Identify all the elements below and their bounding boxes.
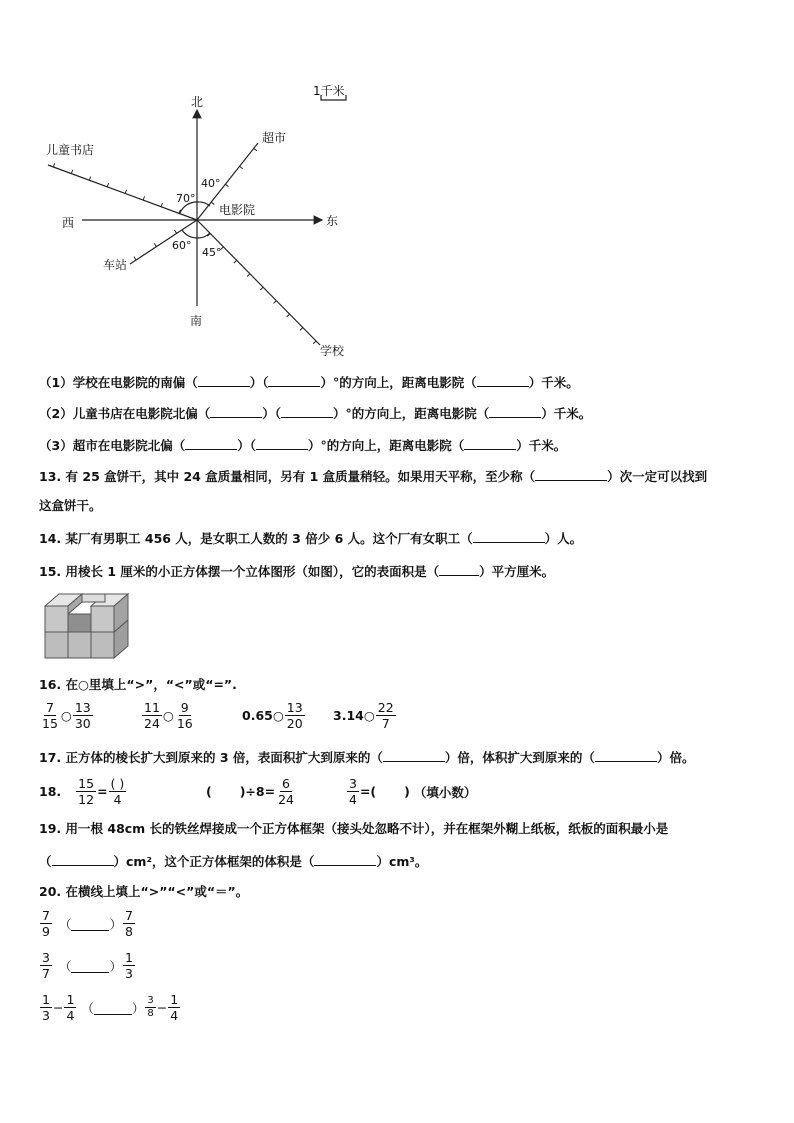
q17: 17. 正方体的棱长扩大到原来的 3 倍，表面积扩大到原来的（ ）倍，体积扩大到原来的（ ）倍。 [39,750,695,765]
q20-row-1: $\frac{7}{9}$ （ ） $\frac{7}{8}$ [42,908,133,939]
compare-circle[interactable]: ○ [363,708,375,723]
compare-circle[interactable]: ○ [162,708,174,723]
q20-blank-1[interactable] [71,917,109,931]
q19-line1: 19. 用一根 48cm 长的铁丝焊接成一个正方体框架（接头处忽略不计），并在框架外糊上纸板，纸板的面积最小是 [39,821,669,836]
q16: 16. 在○里填上“>”，“<”或“=”. [39,677,237,692]
q16-item-4: 3.14 ○ $\frac{22}{7}$ [333,700,394,731]
q14: 14. 某厂有男职工 456 人，是女职工人数的 3 倍少 6 人。这个厂有女职工（ ）人。 [39,531,583,546]
q17-blank-area[interactable] [383,748,445,762]
q19-blank-volume[interactable] [314,852,376,866]
q18-blank-3[interactable] [376,785,404,798]
map-west-label: 西 [62,216,75,230]
place-station: 车站 [103,258,128,272]
scale-tick [254,148,257,150]
q12-1-blank-angle[interactable] [268,373,320,387]
q20-row-2: $\frac{3}{7}$ （ ） $\frac{1}{3}$ [42,950,133,981]
map-east-label: 东 [326,214,339,228]
q18-part2: ( )÷8= $\frac{6}{24}$ [206,776,294,807]
compare-circle[interactable]: ○ [60,708,72,723]
scale-tick [287,314,290,317]
scale-tick [134,257,136,260]
q12-1-blank-dist[interactable] [477,373,529,387]
scale-tick [211,202,214,204]
q20-blank-2[interactable] [71,959,109,973]
q18-part3: $\frac{3}{4}$ =( ) （填小数） [349,776,477,807]
q18-blank-1[interactable]: ( ) [110,776,125,791]
q16-item-2: $\frac{11}{24}$ ○ $\frac{9}{16}$ [144,700,193,731]
scale-tick [71,170,72,174]
ray-school [197,220,320,345]
scale-tick [125,190,126,194]
q13-line2: 这盒饼干。 [39,498,102,513]
q20-row-3: $\frac{1}{3}$ − $\frac{1}{4}$ （ ） $\frac{3}{8}$ − $\frac{1}{4}$ [42,992,179,1023]
q19-blank-area[interactable] [52,852,114,866]
scale-tick [175,230,177,233]
scale-tick [260,287,263,290]
map-scale-label: 1千米 [313,84,345,98]
scale-tick [89,176,90,180]
q13-line1: 13. 有 25 盒饼干，其中 24 盒质量相同，另有 1 盒质量稍轻。如果用天平称，至少称（ ）次一定可以找到 [39,469,708,484]
q12-3-blank-dist[interactable] [464,436,516,450]
arc-60 [182,230,197,238]
q12-3-blank-dir[interactable] [185,436,237,450]
q18-blank-2[interactable] [212,785,240,798]
scale-tick [154,243,156,246]
angle-45-label: 45° [202,246,222,259]
q12-sub1: （1）学校在电影院的南偏（ ）（ ）°的方向上，距离电影院（ ）千米。 [39,375,579,390]
place-cinema: 电影院 [219,203,256,217]
scale-tick [107,183,108,187]
direction-map [0,0,794,370]
q12-sub3: （3）超市在电影院北偏（ ）（ ）°的方向上，距离电影院（ ）千米。 [39,438,567,453]
angle-70-label: 70° [176,192,196,205]
map-north-label: 北 [191,95,204,109]
place-bookstore: 儿童书店 [46,143,95,157]
q14-blank[interactable] [473,529,545,543]
map-south-label: 南 [190,314,203,328]
scale-tick [143,196,144,200]
scale-tick [225,184,228,186]
compare-circle[interactable]: ○ [272,708,284,723]
q12-2-blank-angle[interactable] [281,404,333,418]
scale-tick [300,328,303,331]
place-supermarket: 超市 [262,131,287,145]
q18: 18. $\frac{15}{12}$ = $\frac{( )}{4}$ [39,776,125,807]
q12-sub2: （2）儿童书店在电影院北偏（ ）（ ）°的方向上，距离电影院（ ）千米。 [39,406,592,421]
ray-bookstore [48,165,197,220]
q15: 15. 用棱长 1 厘米的小正方体摆一个立体图形（如图），它的表面积是（ ）平方厘米。 [39,564,555,579]
q17-blank-volume[interactable] [595,748,657,762]
angle-40-label: 40° [201,177,221,190]
q15-blank[interactable] [439,562,479,576]
place-school: 学校 [320,344,345,358]
q12-3-blank-angle[interactable] [256,436,308,450]
angle-60-label: 60° [172,239,192,252]
q12-2-blank-dir[interactable] [210,404,262,418]
scale-tick [53,163,54,167]
q12-2-blank-dist[interactable] [489,404,541,418]
scale-tick [313,341,316,344]
q16-item-3: 0.65 ○ $\frac{13}{20}$ [242,700,303,731]
scale-tick [161,203,162,207]
q19-line2: （ ）cm²，这个正方体框架的体积是（ ）cm³。 [39,854,428,869]
scale-tick [234,260,237,263]
q12-1-blank-dir[interactable] [198,373,250,387]
q13-blank[interactable] [535,467,607,481]
scale-tick [274,301,277,304]
scale-tick [247,274,250,277]
cube-figure [40,590,140,662]
q20-blank-3[interactable] [94,1001,132,1015]
q20: 20. 在横线上填上“>”“<”或“＝”。 [39,884,249,899]
q16-item-1: $\frac{7}{15}$ ○ $\frac{13}{30}$ [42,700,91,731]
scale-tick [240,166,243,168]
